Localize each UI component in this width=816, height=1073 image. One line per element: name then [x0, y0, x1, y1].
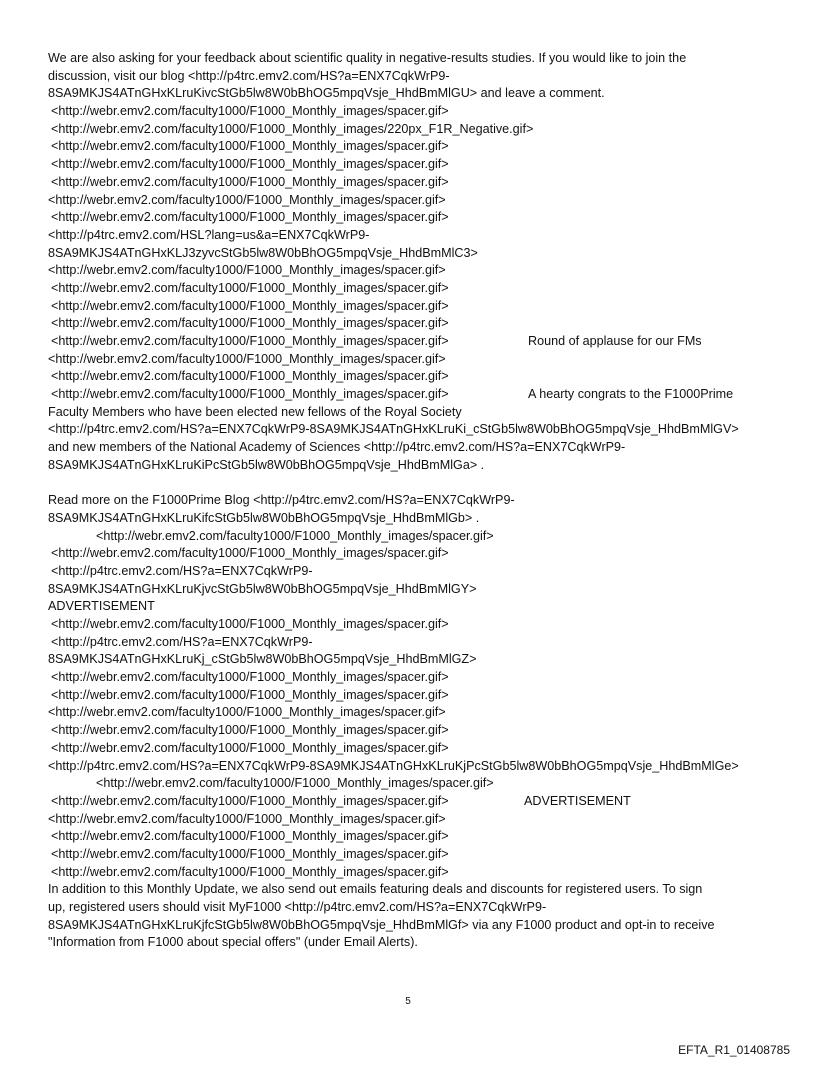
text-line: <http://webr.emv2.com/faculty1000/F1000_Monthly_images/spacer.gif>: [51, 740, 449, 755]
text-line: <http://webr.emv2.com/faculty1000/F1000_Monthly_images/spacer.gif>: [51, 139, 449, 154]
text-line-url: <http://webr.emv2.com/faculty1000/F1000_Monthly_images/spacer.gif>: [51, 387, 449, 402]
text-line: 8SA9MKJS4ATnGHxKLruKjfcStGb5lw8W0bBhOG5mpqVsje_HhdBmMlGf> via any F1000 product and opt-in to receive: [48, 917, 715, 932]
text-line: In addition to this Monthly Update, we also send out emails featuring deals and discounts for registered users. To sign: [48, 882, 703, 897]
text-line: <http://webr.emv2.com/faculty1000/F1000_Monthly_images/spacer.gif>: [51, 829, 449, 844]
text-line: 8SA9MKJS4ATnGHxKLruKivcStGb5lw8W0bBhOG5mpqVsje_HhdBmMlGU> and leave a comment.: [48, 86, 605, 101]
text-line: Faculty Members who have been elected new fellows of the Royal Society: [48, 404, 462, 419]
text-line: <http://webr.emv2.com/faculty1000/F1000_Monthly_images/spacer.gif>: [51, 846, 449, 861]
text-line: <http://webr.emv2.com/faculty1000/F1000_Monthly_images/spacer.gif>: [51, 864, 449, 879]
document-body: [48, 50, 808, 952]
text-line: [48, 386, 808, 404]
document-id-stamp: EFTA_R1_01408785: [678, 1043, 790, 1057]
text-line: <http://p4trc.emv2.com/HS?a=ENX7CqkWrP9-8SA9MKJS4ATnGHxKLruKjPcStGb5lw8W0bBhOG5mpqVsje_HhdBmMlGe>: [48, 758, 739, 773]
text-line: <http://webr.emv2.com/faculty1000/F1000_Monthly_images/spacer.gif>: [51, 687, 449, 702]
text-line: and new members of the National Academy of Sciences <http://p4trc.emv2.com/HS?a=ENX7CqkWrP9-: [48, 440, 626, 455]
text-line: <http://p4trc.emv2.com/HS?a=ENX7CqkWrP9-: [51, 563, 313, 578]
text-line: <http://webr.emv2.com/faculty1000/F1000_Monthly_images/spacer.gif>: [48, 192, 446, 207]
text-line: <http://webr.emv2.com/faculty1000/F1000_Monthly_images/spacer.gif>: [48, 811, 446, 826]
text-line-url: <http://webr.emv2.com/faculty1000/F1000_Monthly_images/spacer.gif>: [51, 334, 449, 348]
text-line: <http://webr.emv2.com/faculty1000/F1000_Monthly_images/spacer.gif>: [51, 316, 449, 331]
text-line: 8SA9MKJS4ATnGHxKLruKiPcStGb5lw8W0bBhOG5mpqVsje_HhdBmMlGa> .: [48, 457, 485, 472]
page-number: 5: [405, 996, 411, 1007]
text-line: <http://webr.emv2.com/faculty1000/F1000_Monthly_images/spacer.gif>: [51, 617, 449, 631]
text-line: 8SA9MKJS4ATnGHxKLruKifcStGb5lw8W0bBhOG5mpqVsje_HhdBmMlGb> .: [48, 510, 480, 525]
side-text-congrats: A hearty congrats to the F1000Prime: [528, 387, 734, 402]
text-line: <http://webr.emv2.com/faculty1000/F1000_Monthly_images/spacer.gif>: [51, 104, 449, 119]
text-line: <http://webr.emv2.com/faculty1000/F1000_Monthly_images/spacer.gif>: [96, 528, 494, 543]
text-line: <http://webr.emv2.com/faculty1000/F1000_Monthly_images/spacer.gif>: [48, 263, 446, 278]
text-line: <http://webr.emv2.com/faculty1000/F1000_Monthly_images/spacer.gif>: [51, 369, 449, 384]
text-line: ADVERTISEMENT: [48, 599, 155, 614]
side-text-advertisement: ADVERTISEMENT: [524, 793, 631, 808]
text-line: 8SA9MKJS4ATnGHxKLJ3zyvcStGb5lw8W0bBhOG5mpqVsje_HhdBmMlC3>: [48, 245, 478, 260]
text-line: <http://webr.emv2.com/faculty1000/F1000_Monthly_images/spacer.gif>: [51, 670, 449, 685]
text-line: <http://webr.emv2.com/faculty1000/F1000_Monthly_images/spacer.gif>: [96, 776, 494, 791]
side-text-applause: Round of applause for our FMs: [528, 334, 702, 348]
text-line: <http://p4trc.emv2.com/HS?a=ENX7CqkWrP9-: [51, 634, 313, 649]
text-line: We are also asking for your feedback about scientific quality in negative-results studies. If you would like to join the: [48, 51, 687, 65]
text-line: <http://webr.emv2.com/faculty1000/F1000_Monthly_images/spacer.gif>: [51, 280, 449, 295]
text-line: "Information from F1000 about special offers" (under Email Alerts).: [48, 935, 418, 950]
text-line: <http://webr.emv2.com/faculty1000/F1000_Monthly_images/spacer.gif>: [51, 546, 449, 561]
text-line: <http://p4trc.emv2.com/HSL?lang=us&a=ENX7CqkWrP9-: [48, 227, 370, 242]
text-line: <http://webr.emv2.com/faculty1000/F1000_Monthly_images/220px_F1R_Negative.gif>: [51, 121, 534, 136]
text-line: <http://p4trc.emv2.com/HS?a=ENX7CqkWrP9-8SA9MKJS4ATnGHxKLruKi_cStGb5lw8W0bBhOG5mpqVsje_HhdBmMlGV>: [48, 422, 739, 437]
text-line: <http://webr.emv2.com/faculty1000/F1000_Monthly_images/spacer.gif>: [51, 723, 449, 738]
text-line: <http://webr.emv2.com/faculty1000/F1000_Monthly_images/spacer.gif>: [48, 351, 446, 366]
text-line: 8SA9MKJS4ATnGHxKLruKjvcStGb5lw8W0bBhOG5mpqVsje_HhdBmMlGY>: [48, 581, 477, 596]
text-line: <http://webr.emv2.com/faculty1000/F1000_Monthly_images/spacer.gif>: [51, 298, 449, 313]
text-line: discussion, visit our blog <http://p4trc.emv2.com/HS?a=ENX7CqkWrP9-: [48, 68, 450, 83]
text-line: Read more on the F1000Prime Blog <http://p4trc.emv2.com/HS?a=ENX7CqkWrP9-: [48, 493, 515, 508]
text-line: <http://webr.emv2.com/faculty1000/F1000_Monthly_images/spacer.gif>: [51, 157, 449, 172]
text-line: <http://webr.emv2.com/faculty1000/F1000_Monthly_images/spacer.gif>: [48, 705, 446, 720]
text-line: <http://webr.emv2.com/faculty1000/F1000_Monthly_images/spacer.gif>: [51, 174, 449, 189]
text-line: [48, 333, 808, 351]
text-line: 8SA9MKJS4ATnGHxKLruKj_cStGb5lw8W0bBhOG5mpqVsje_HhdBmMlGZ>: [48, 652, 477, 667]
text-line-url: <http://webr.emv2.com/faculty1000/F1000_Monthly_images/spacer.gif>: [51, 793, 449, 808]
text-line: up, registered users should visit MyF1000 <http://p4trc.emv2.com/HS?a=ENX7CqkWrP9-: [48, 900, 547, 914]
paragraph-gap: [48, 475, 808, 493]
text-line: <http://webr.emv2.com/faculty1000/F1000_Monthly_images/spacer.gif>: [51, 210, 449, 225]
text-line: [48, 793, 808, 811]
